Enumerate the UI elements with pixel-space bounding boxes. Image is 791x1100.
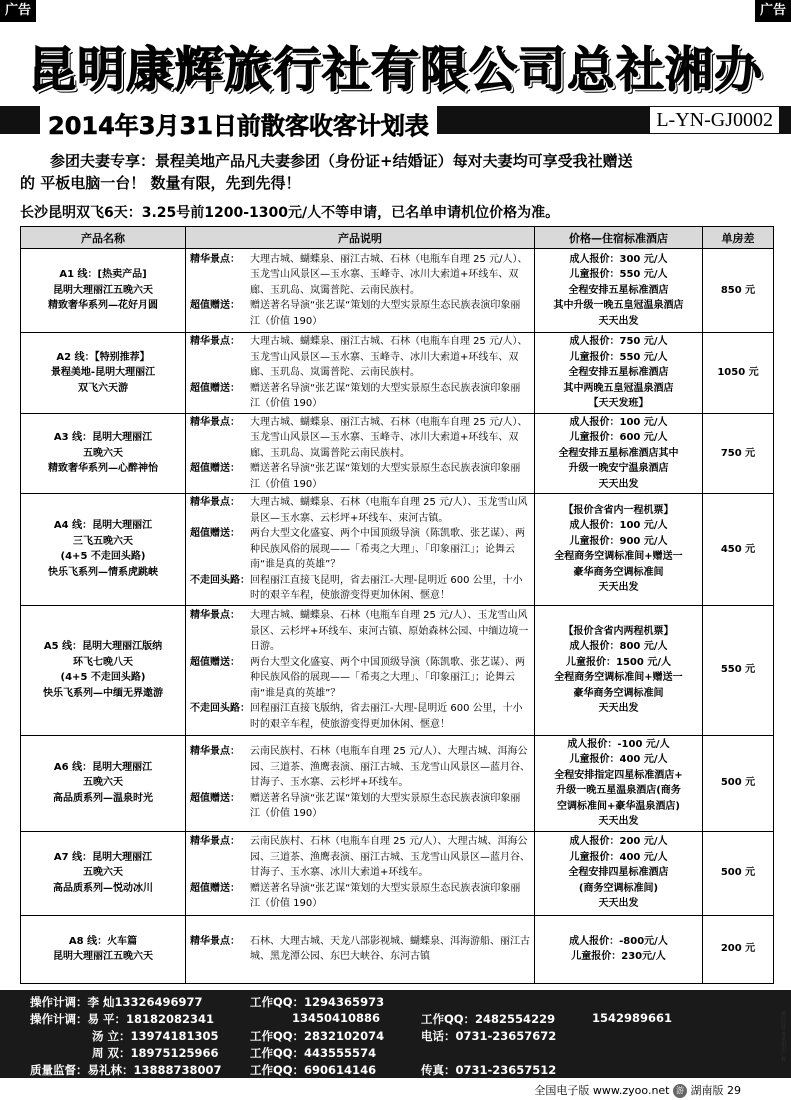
product-desc-cell xyxy=(186,413,535,494)
table-row xyxy=(21,249,774,333)
price-line: 天天出发 xyxy=(598,315,639,327)
desc-text: 赠送著名导演“张艺谋“策划的大型实景原生态民族表演印象丽江（价值 190） xyxy=(250,792,521,820)
desc-item xyxy=(190,298,530,329)
product-desc-cell xyxy=(186,333,535,414)
product-name-line: A5 线：昆明大理丽江版纳 xyxy=(43,641,163,652)
desc-text: 大理古城、蝴蝶泉、丽江古城、石林（电瓶车自理 25 元/人）、玉龙雪山风景区—玉水寨、玉峰寺、冰川大索道+环线车、双廊、玉玑岛、岚霭普陀、云南民族村。 xyxy=(250,253,528,296)
product-name-line: 昆明大理丽江五晚六天 xyxy=(53,284,153,296)
table-row xyxy=(21,605,774,735)
desc-text: 大理古城、蝴蝶泉、丽江古城、石林（电瓶车自理 25 元/人）、玉龙雪山风景区—玉水寨、玉峰寺、冰川大索道+环线车、双廊、玉玑岛、岚霭普陀、云南民族村。 xyxy=(250,336,528,378)
product-name-line: 五晚六天 xyxy=(83,447,123,459)
desc-item xyxy=(190,701,530,732)
desc-label: 不走回头路： xyxy=(190,703,250,714)
plan-title: 2014年3月31日前散客收客计划表 xyxy=(40,106,437,146)
price-line: 升级一晚安宁温泉酒店 xyxy=(568,463,669,474)
company-name: 昆明康辉旅行社有限公司总社湘办 xyxy=(27,42,763,98)
charter-note: 长沙昆明双飞6天：3.25号前1200-1300元/人不等申请，已名单申请机位价格为准。 xyxy=(20,205,560,221)
contact-li-can-qq: 工作QQ：1294365973 xyxy=(250,995,385,1009)
desc-label: 超值赠送： xyxy=(190,528,240,539)
product-name-line: (4+5 不走回头路) xyxy=(60,672,146,683)
price-line: 天天出发 xyxy=(598,582,639,594)
desc-item xyxy=(190,744,530,791)
ad-tag-left: 广告 xyxy=(0,0,36,22)
desc-label: 精华景点： xyxy=(190,497,240,508)
product-name-cell xyxy=(21,915,186,983)
office-phone: 电话：0731-23657672 xyxy=(421,1029,557,1043)
desc-text: 两台大型文化盛宴、两个中国顶级导演（陈凯歌、张艺谋）、两种民族风俗的展现——「希夷之大理」、「印象丽江」；论舞云南“谁是真的英雄”？ xyxy=(250,656,525,699)
desc-item xyxy=(190,791,530,822)
desc-item xyxy=(190,252,530,299)
price-cell xyxy=(535,249,703,333)
desc-label: 精华景点： xyxy=(190,336,240,347)
price-line: 成人报价：-100 元/人 xyxy=(567,738,670,750)
product-name-line: 三飞五晚六天 xyxy=(73,535,133,547)
table-header-row xyxy=(21,227,774,249)
price-line: 豪华商务空调标准间 xyxy=(573,687,664,699)
ad-tag-right: 广告 xyxy=(755,0,791,22)
price-line: 全程安排五星标准酒店 xyxy=(568,367,669,378)
price-line: 全程商务空调标准间+赠送一 xyxy=(554,672,683,683)
desc-label: 超值赠送： xyxy=(190,463,240,474)
desc-text: 赠送著名导演“张艺谋“策划的大型实景原生态民族表演印象丽江（价值 190） xyxy=(250,463,521,490)
site-logo-icon: 游 xyxy=(673,1084,687,1098)
price-line: (商务空调标准间) xyxy=(578,882,659,894)
price-line: 儿童报价：1500 元/人 xyxy=(566,656,671,668)
desc-label: 精华景点： xyxy=(190,253,240,265)
desc-item xyxy=(190,608,530,655)
single-room-cell: 550 元 xyxy=(703,605,774,735)
price-line: 全程安排指定四星标准酒店+ xyxy=(554,769,683,781)
table-row xyxy=(21,333,774,414)
table-row xyxy=(21,915,774,983)
desc-label: 精华景点： xyxy=(190,935,240,947)
desc-text: 云南民族村、石林（电瓶车自理 25 元/人）、大理古城、洱海公园、三道茶、渔鹰表演、丽江古城、玉龙雪山风景区—蓝月谷、甘海子、玉水寨、冰川大索道+环线车。 xyxy=(250,836,530,879)
product-name-line: 双飞六天游 xyxy=(78,382,128,394)
product-name-cell xyxy=(21,605,186,735)
price-line: 升级一晚五星温泉酒店(商务 xyxy=(556,785,681,796)
product-name-line: A7 线：昆明大理丽江 xyxy=(53,851,153,863)
product-name-line: 五晚六天 xyxy=(83,777,123,789)
single-room-cell: 850 元 xyxy=(703,249,774,333)
single-room-cell: 500 元 xyxy=(703,735,774,831)
desc-text: 云南民族村、石林（电瓶车自理 25 元/人）、大理古城、洱海公园、三道茶、渔鹰表演、丽江古城、玉龙雪山风景区—蓝月谷、甘海子、玉水寨、云杉坪+环线车。 xyxy=(250,746,530,789)
desc-item xyxy=(190,573,530,604)
product-name-line: 五晚六天 xyxy=(83,867,123,879)
table-row xyxy=(21,735,774,831)
product-name-line: 精致奢华系列—花好月圆 xyxy=(48,300,158,312)
product-name-line: A1 线：[热卖产品] xyxy=(59,269,147,281)
desc-label: 精华景点： xyxy=(190,836,240,848)
desc-label: 超值赠送： xyxy=(190,882,240,894)
price-line: 全程安排五星标准酒店其中 xyxy=(558,447,679,459)
price-cell xyxy=(535,333,703,414)
product-name-line: 快乐飞系列—中缅无界遨游 xyxy=(43,687,163,699)
price-line: 成人报价：100 元/人 xyxy=(569,416,668,428)
price-cell xyxy=(535,735,703,831)
product-desc-cell xyxy=(186,605,535,735)
contact-li-can: 操作计调：李 灿13326496977 xyxy=(30,995,203,1009)
desc-text: 石林、大理古城、天龙八部影视城、蝴蝶泉、洱海游船、丽江古城、黑龙潭公园、东巴大峡谷、东河古镇 xyxy=(250,935,530,962)
price-line: 成人报价：200 元/人 xyxy=(569,836,668,848)
site-url: 全国电子版 www.zyoo.net xyxy=(534,1084,670,1097)
price-line: 天天出发 xyxy=(598,898,639,910)
price-cell xyxy=(535,831,703,915)
product-name-line: 快乐飞系列—情系虎跳峡 xyxy=(48,566,158,578)
desc-label: 超值赠送： xyxy=(190,382,240,394)
price-line: 【天天发班】 xyxy=(588,398,649,409)
price-line: 【报价含省内一程机票】 xyxy=(563,504,674,516)
header-desc: 产品说明 xyxy=(186,227,535,249)
product-desc-cell xyxy=(186,831,535,915)
desc-text: 大理古城、蝴蝶泉、丽江古城、石林（电瓶车自理 25 元/人）、玉龙雪山风景区—玉水寨、玉峰寺、冰川大索道+环线车、双廊、玉玑岛、岚霭普陀云南民族村。 xyxy=(250,416,528,459)
price-line: 其中两晚五皇冠温泉酒店 xyxy=(563,382,674,394)
price-line: 儿童报价：900 元/人 xyxy=(569,535,668,547)
page-number: 29 xyxy=(727,1084,741,1097)
price-line: 全程安排五星标准酒店 xyxy=(568,284,669,296)
desc-text: 回程丽江直接飞昆明，省去丽江-大理-昆明近 600 公里，十小时的艰辛车程，使旅游变得更加休闲、惬意！ xyxy=(250,574,523,601)
price-line: 儿童报价：230元/人 xyxy=(571,951,666,962)
contact-tang-li: 汤 立：13974181305 xyxy=(92,1029,219,1043)
product-desc-cell xyxy=(186,494,535,606)
page-footer xyxy=(534,1082,741,1098)
price-line: 其中升级一晚五皇冠温泉酒店 xyxy=(553,300,684,312)
price-line: 儿童报价：550 元/人 xyxy=(569,351,668,363)
desc-item xyxy=(190,834,530,881)
price-line: 成人报价：-800元/人 xyxy=(569,935,668,947)
contact-yi-ping-qq: 13450410886 xyxy=(292,1011,381,1025)
desc-item xyxy=(190,461,530,492)
price-cell xyxy=(535,494,703,606)
price-line: 天天出发 xyxy=(598,478,639,490)
table-row xyxy=(21,831,774,915)
product-desc-cell xyxy=(186,249,535,333)
product-name-cell xyxy=(21,831,186,915)
promo-text xyxy=(20,150,770,194)
product-name-line: 高品质系列—温泉时光 xyxy=(53,792,153,804)
product-name-line: A4 线：昆明大理丽江 xyxy=(53,520,153,532)
desc-item xyxy=(190,415,530,462)
price-line: 儿童报价：600 元/人 xyxy=(569,432,668,443)
desc-item xyxy=(190,495,530,526)
desc-label: 超值赠送： xyxy=(190,300,240,312)
edition-label: 湖南版 xyxy=(690,1084,724,1097)
price-cell xyxy=(535,915,703,983)
price-line: 天天出发 xyxy=(598,703,639,714)
product-code: L-YN-GJ0002 xyxy=(650,107,779,133)
product-name-line: 高品质系列—悦动冰川 xyxy=(53,882,153,894)
desc-label: 精华景点： xyxy=(190,416,240,428)
price-line: 天天出发 xyxy=(598,816,639,827)
product-desc-cell xyxy=(186,915,535,983)
product-desc-cell xyxy=(186,735,535,831)
table-row xyxy=(21,413,774,494)
promo-line-2: 的 平板电脑一台！ 数量有限，先到先得！ xyxy=(20,174,301,192)
product-name-line: 景程美地-昆明大理丽江 xyxy=(50,367,156,378)
desc-text: 两台大型文化盛宴、两个中国顶级导演（陈凯歌、张艺谋）、两种民族风俗的展现——「希夷之大理」、「印象丽江」；论舞云南“谁是真的英雄”？ xyxy=(250,528,525,570)
header-single: 单房差 xyxy=(703,227,774,249)
single-room-cell: 500 元 xyxy=(703,831,774,915)
product-name-line: A2 线：【特别推荐】 xyxy=(56,351,150,363)
desc-label: 超值赠送： xyxy=(190,656,240,668)
single-room-cell: 750 元 xyxy=(703,413,774,494)
price-line: 成人报价：100 元/人 xyxy=(569,520,668,532)
header-price: 价格—住宿标准酒店 xyxy=(535,227,703,249)
price-cell xyxy=(535,605,703,735)
desc-label: 超值赠送： xyxy=(190,792,240,804)
desc-text: 赠送著名导演“张艺谋“策划的大型实景原生态民族表演印象丽江（价值 190） xyxy=(250,882,521,910)
product-name-line: 精致奢华系列—心醉神怡 xyxy=(48,463,158,474)
contact-zhou-shuang: 周 双：18975125966 xyxy=(92,1046,219,1060)
price-line: 豪华商务空调标准间 xyxy=(573,566,664,578)
product-name-line: (4+5 不走回头路) xyxy=(60,551,146,563)
product-name-line: A3 线：昆明大理丽江 xyxy=(53,432,153,443)
desc-label: 精华景点： xyxy=(190,610,240,621)
desc-label: 不走回头路： xyxy=(190,574,250,586)
product-name-cell xyxy=(21,413,186,494)
price-line: 全程商务空调标准间+赠送一 xyxy=(554,551,683,563)
desc-item xyxy=(190,381,530,412)
office-fax: 传真：0731-23657512 xyxy=(421,1063,557,1077)
product-name-line: A6 线：昆明大理丽江 xyxy=(53,761,153,773)
quality-supervisor-qq: 工作QQ：690614146 xyxy=(250,1063,377,1077)
product-name-cell xyxy=(21,333,186,414)
plan-table-body xyxy=(21,249,774,984)
price-cell xyxy=(535,413,703,494)
price-line: 儿童报价：400 元/人 xyxy=(569,851,668,863)
single-room-cell: 450 元 xyxy=(703,494,774,606)
contact-tang-li-qq: 工作QQ：2832102074 xyxy=(250,1029,385,1043)
desc-text: 大理古城、蝴蝶泉、石林（电瓶车自理 25 元/人）、玉龙雪山风景区、云杉坪+环线车、束河古镇、原始森林公园、中缅边境一日游。 xyxy=(250,610,529,652)
contact-yi-ping-qq3: 1542989661 xyxy=(592,1011,673,1025)
desc-text: 赠送著名导演“张艺谋“策划的大型实景原生态民族表演印象丽江（价值 190） xyxy=(250,300,521,327)
contact-footer xyxy=(0,990,791,1078)
table-row xyxy=(21,494,774,606)
desc-item xyxy=(190,655,530,702)
desc-item xyxy=(190,934,530,965)
product-name-line: 昆明大理丽江五晚六天 xyxy=(53,951,153,962)
product-name-line: 环飞七晚八天 xyxy=(73,656,133,668)
desc-text: 回程丽江直接飞版纳，省去丽江-大理-昆明近 600 公里，十小时的艰辛车程，使旅游变得更加休闲、惬意！ xyxy=(250,703,523,730)
header-name: 产品名称 xyxy=(21,227,186,249)
price-line: 全程安排四星标准酒店 xyxy=(568,867,669,879)
product-name-cell xyxy=(21,494,186,606)
plan-table xyxy=(20,226,774,984)
price-line: 成人报价：800 元/人 xyxy=(569,641,668,652)
desc-text: 赠送著名导演“张艺谋“策划的大型实景原生态民族表演印象丽江（价值 190） xyxy=(250,382,521,409)
price-line: 儿童报价：550 元/人 xyxy=(569,269,668,281)
promo-line-1: 参团夫妻专享：景程美地产品凡夫妻参团（身份证+结婚证）每对夫妻均可享受我社赠送 xyxy=(50,152,633,170)
single-room-cell: 1050 元 xyxy=(703,333,774,414)
price-line: 成人报价：750 元/人 xyxy=(569,336,668,347)
product-name-line: A8 线：火车篇 xyxy=(68,935,138,947)
product-name-cell xyxy=(21,249,186,333)
desc-text: 大理古城、蝴蝶泉、石林（电瓶车自理 25 元/人）、玉龙雪山风景区—玉水寨、云杉坪+环线车、束河古镇。 xyxy=(250,497,528,524)
contact-yi-ping-qq2: 工作QQ：2482554229 xyxy=(421,1012,556,1026)
price-line: 儿童报价：400 元/人 xyxy=(569,754,668,765)
price-line: 空调标准间+豪华温泉酒店) xyxy=(557,800,680,812)
product-name-cell xyxy=(21,735,186,831)
desc-item xyxy=(190,526,530,573)
desc-item xyxy=(190,881,530,912)
desc-item xyxy=(190,334,530,381)
side-note: 诚信经营·尊重知识产权 xyxy=(780,1010,786,1062)
contact-zhou-shuang-qq: 工作QQ：443555574 xyxy=(250,1046,377,1060)
single-room-cell: 200 元 xyxy=(703,915,774,983)
price-line: 【报价含省内两程机票】 xyxy=(563,625,674,637)
quality-supervisor: 质量监督：易礼林：13888738007 xyxy=(30,1063,222,1077)
contact-yi-ping: 操作计调：易 平：18182082341 xyxy=(30,1012,215,1026)
desc-label: 精华景点： xyxy=(190,746,240,758)
price-line: 成人报价：300 元/人 xyxy=(569,253,668,265)
